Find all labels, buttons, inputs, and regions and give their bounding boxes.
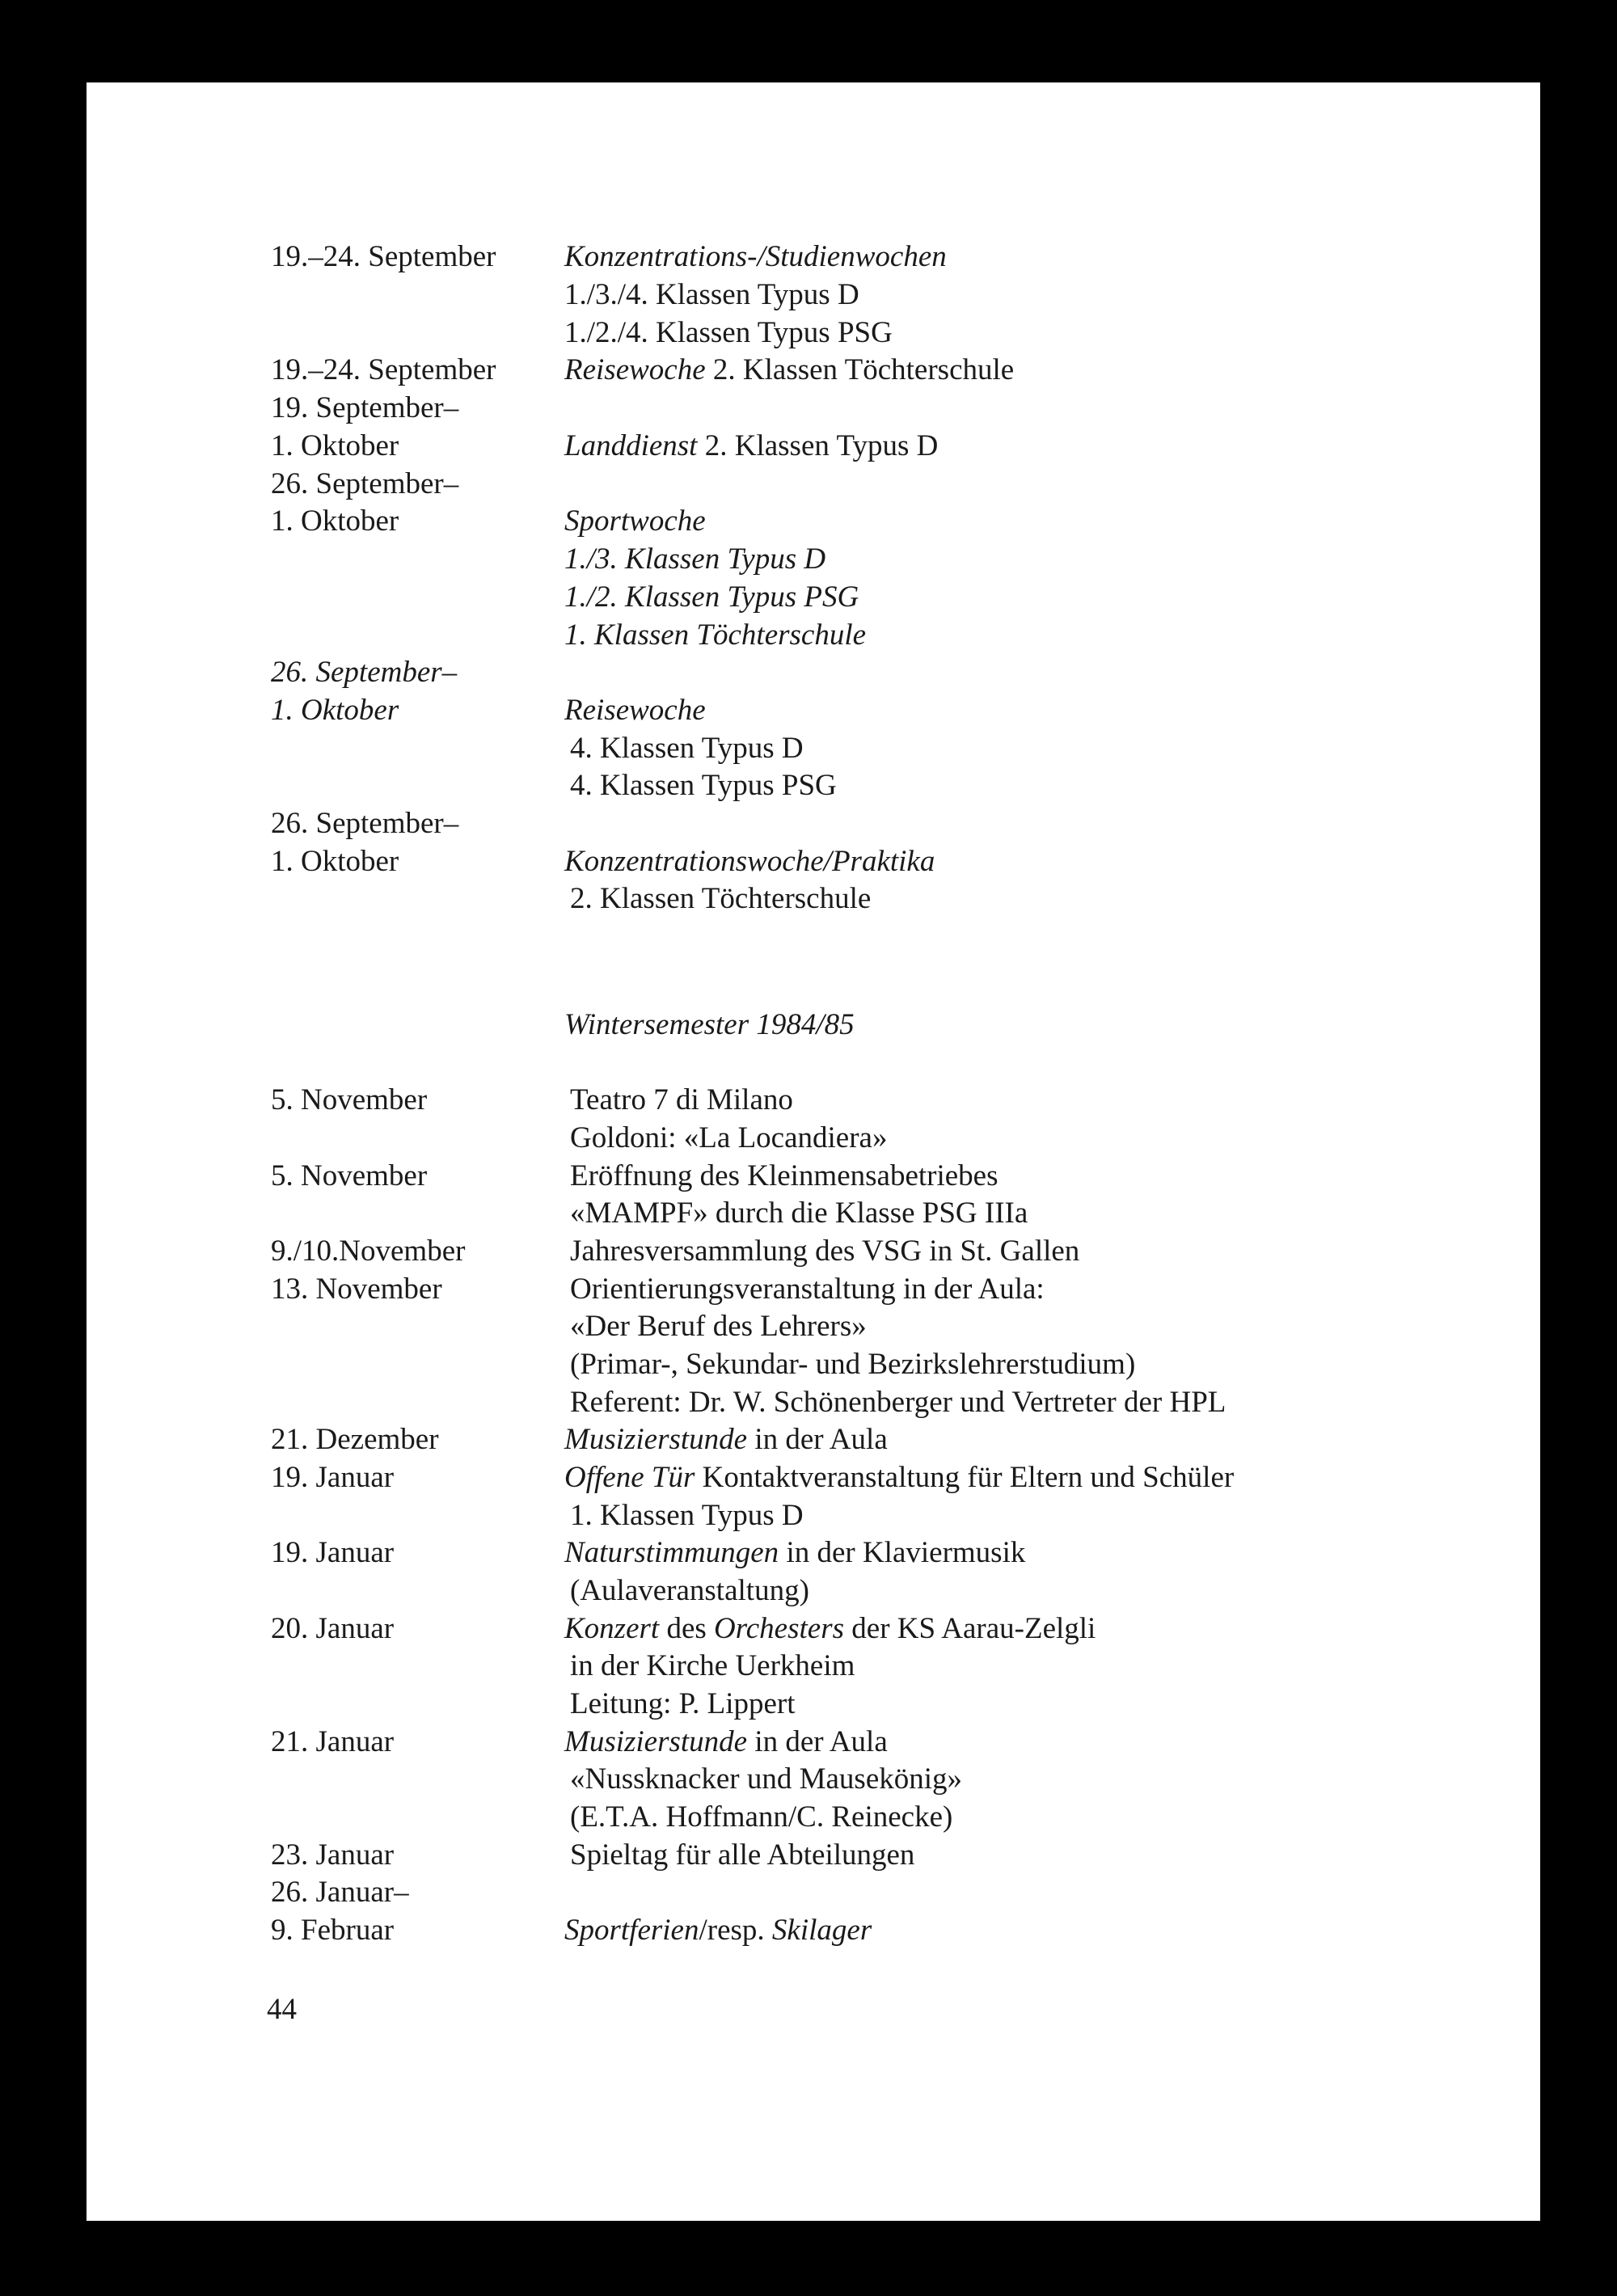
event-date: 23. Januar (271, 1838, 395, 1872)
event-date-end: 1. Oktober (271, 429, 399, 462)
event-date: 19.–24. September (271, 353, 496, 386)
event-date-start: 26. September– (271, 467, 459, 500)
event-title: Orientierungsveranstaltung in der Aula: (570, 1273, 1045, 1306)
event-title: Jahresversammlung des VSG in St. Gallen (570, 1235, 1080, 1268)
event-date-end: 1. Oktober (271, 845, 399, 878)
event-date-end: 1. Oktober (271, 694, 399, 727)
event-title: Sportferien/resp. Skilager (564, 1914, 872, 1947)
event-detail: 4. Klassen Typus PSG (570, 769, 837, 802)
page-number: 44 (267, 1993, 297, 2026)
event-title: Spieltag für alle Abteilungen (570, 1838, 915, 1872)
event-detail: «Der Beruf des Lehrers» (570, 1310, 867, 1343)
event-detail: in der Kirche Uerkheim (570, 1649, 855, 1682)
event-date: 21. Dezember (271, 1423, 439, 1456)
event-date-end: 1. Oktober (271, 504, 399, 538)
event-date-start: 26. September– (271, 807, 459, 840)
event-detail: «MAMPF» durch die Klasse PSG IIIa (570, 1197, 1028, 1230)
event-date: 19. Januar (271, 1461, 395, 1494)
event-detail: 1./3. Klassen Typus D (564, 542, 826, 576)
event-detail: Goldoni: «La Locandiera» (570, 1121, 888, 1154)
event-date: 20. Januar (271, 1612, 395, 1645)
event-date: 5. November (271, 1083, 428, 1116)
event-title: Landdienst 2. Klassen Typus D (564, 429, 939, 462)
event-date: 19.–24. September (271, 240, 496, 273)
event-detail: (Primar-, Sekundar- und Bezirkslehrerstudium) (570, 1348, 1136, 1381)
event-detail: «Nussknacker und Mausekönig» (570, 1762, 963, 1796)
event-detail: 1./2. Klassen Typus PSG (564, 580, 859, 614)
event-detail: 1./3./4. Klassen Typus D (564, 278, 859, 311)
event-date-start: 19. September– (271, 391, 459, 424)
event-detail: (Aulaveranstaltung) (570, 1574, 809, 1607)
event-date: 19. Januar (271, 1536, 395, 1569)
event-detail: 2. Klassen Töchterschule (570, 882, 872, 915)
event-detail: Referent: Dr. W. Schönenberger und Vertreter der HPL (570, 1386, 1226, 1419)
event-title: Konzentrations-/Studienwochen (564, 240, 947, 273)
event-title: Konzentrationswoche/Praktika (564, 845, 935, 878)
event-detail: 4. Klassen Typus D (570, 732, 804, 765)
event-detail: Leitung: P. Lippert (570, 1687, 796, 1720)
event-detail: (E.T.A. Hoffmann/C. Reinecke) (570, 1800, 953, 1834)
event-date-start: 26. Januar– (271, 1876, 409, 1909)
event-date: 9./10.November (271, 1235, 466, 1268)
event-date: 13. November (271, 1273, 442, 1306)
event-date: 5. November (271, 1159, 428, 1192)
event-title: Eröffnung des Kleinmensabetriebes (570, 1159, 998, 1192)
event-title: Reisewoche 2. Klassen Töchterschule (564, 353, 1015, 386)
event-title: Teatro 7 di Milano (570, 1083, 793, 1116)
event-title: Reisewoche (564, 694, 706, 727)
section-heading: Wintersemester 1984/85 (564, 1008, 855, 1041)
event-title: Sportwoche (564, 504, 706, 538)
event-title: Konzert des Orchesters der KS Aarau-Zelgli (564, 1612, 1096, 1645)
event-title: Musizierstunde in der Aula (564, 1725, 888, 1758)
event-date: 21. Januar (271, 1725, 395, 1758)
event-date-end: 9. Februar (271, 1914, 395, 1947)
event-title: Offene Tür Kontaktveranstaltung für Eltern und Schüler (564, 1461, 1235, 1494)
event-title: Musizierstunde in der Aula (564, 1423, 888, 1456)
event-detail: 1. Klassen Töchterschule (564, 618, 867, 652)
event-detail: 1. Klassen Typus D (570, 1499, 804, 1532)
document-page (87, 82, 1540, 2221)
event-date-start: 26. September– (271, 656, 458, 689)
event-detail: 1./2./4. Klassen Typus PSG (564, 316, 893, 349)
event-title: Naturstimmungen in der Klaviermusik (564, 1536, 1026, 1569)
